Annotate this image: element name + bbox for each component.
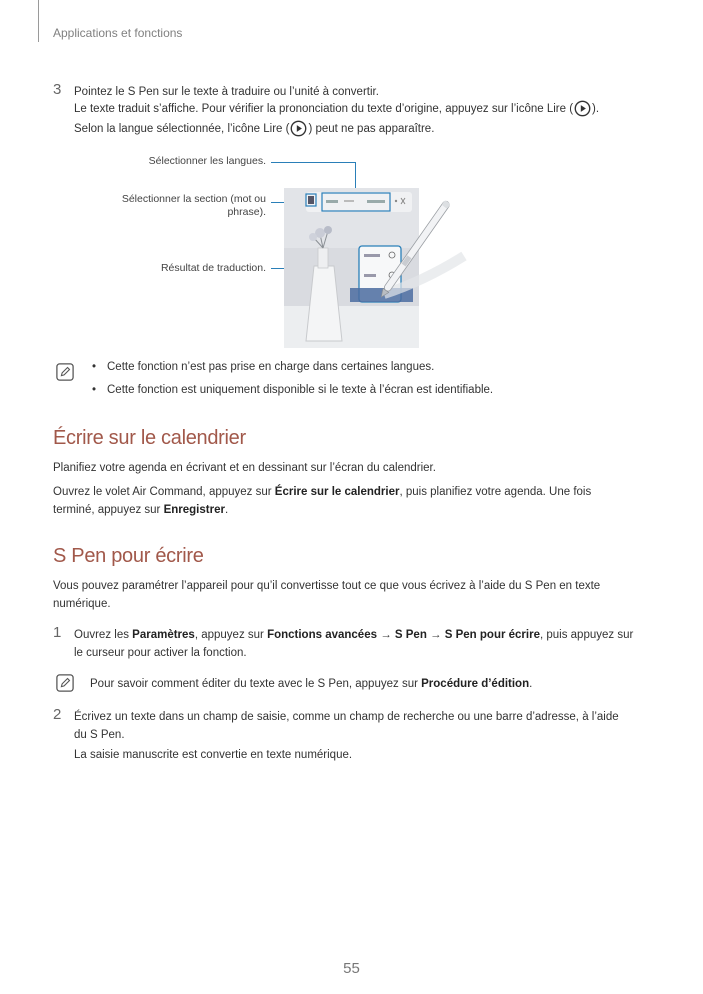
step2-line2: du S Pen. bbox=[74, 729, 125, 741]
step-number: 3 bbox=[53, 81, 62, 98]
page-number: 55 bbox=[343, 960, 360, 977]
section-title: Écrire sur le calendrier bbox=[53, 427, 246, 449]
step3-line3: Selon la langue sélectionnée, l’icône Lire ( ) peut ne pas apparaître. bbox=[74, 120, 434, 139]
spen-paragraph: Vous pouvez paramétrer l’appareil pour qu’il convertisse tout ce que vous écrivez à l’aide du S Pen en texte bbox=[53, 580, 601, 592]
spen-note: Pour savoir comment éditer du texte avec le S Pen, appuyez sur Procédure d’édition. bbox=[90, 678, 533, 690]
step3-line1: Pointez le S Pen sur le texte à traduire ou l’unité à convertir. bbox=[74, 86, 379, 98]
step3-line2: Le texte traduit s’affiche. Pour vérifier la prononciation du texte d’origine, appuyez sur l’icône Lire ( ). bbox=[74, 100, 599, 119]
play-icon bbox=[290, 120, 307, 137]
spen-paragraph: numérique. bbox=[53, 598, 111, 610]
section-title: S Pen pour écrire bbox=[53, 545, 204, 567]
note-bullet: • Cette fonction n’est pas prise en charge dans certaines langues. bbox=[107, 361, 434, 373]
calendar-paragraph: terminé, appuyez sur Enregistrer. bbox=[53, 504, 229, 516]
label-translation-result: Résultat de traduction. bbox=[160, 262, 266, 274]
header-divider bbox=[38, 0, 39, 42]
step-number: 2 bbox=[53, 706, 62, 723]
step1-line2: le curseur pour activer la fonction. bbox=[74, 647, 247, 659]
step2-line1: Écrivez un texte dans un champ de saisie, comme un champ de recherche ou une barre d’adresse, à l’aide bbox=[74, 711, 619, 723]
calendar-paragraph: Planifiez votre agenda en écrivant et en dessinant sur l’écran du calendrier. bbox=[53, 462, 436, 474]
label-select-section: Sélectionner la section (mot ou phrase). bbox=[121, 193, 266, 218]
calendar-paragraph: Ouvrez le volet Air Command, appuyez sur Écrire sur le calendrier, puis planifiez votre agenda. Une fois bbox=[53, 486, 592, 498]
note-pencil-icon bbox=[56, 363, 74, 381]
play-icon bbox=[574, 100, 591, 117]
translate-illustration bbox=[284, 186, 480, 348]
label-select-languages: Sélectionner les langues. bbox=[148, 155, 266, 167]
callout-line bbox=[271, 162, 355, 163]
step2-line3: La saisie manuscrite est convertie en texte numérique. bbox=[74, 749, 353, 761]
step1-line1: Ouvrez les Paramètres, appuyez sur Fonctions avancées → S Pen → S Pen pour écrire, puis appuyez sur bbox=[74, 629, 634, 641]
note-bullet: • Cette fonction est uniquement disponible si le texte à l’écran est identifiable. bbox=[107, 384, 493, 396]
note-pencil-icon bbox=[56, 674, 74, 692]
step-number: 1 bbox=[53, 624, 62, 641]
header-section-title: Applications et fonctions bbox=[53, 26, 183, 40]
